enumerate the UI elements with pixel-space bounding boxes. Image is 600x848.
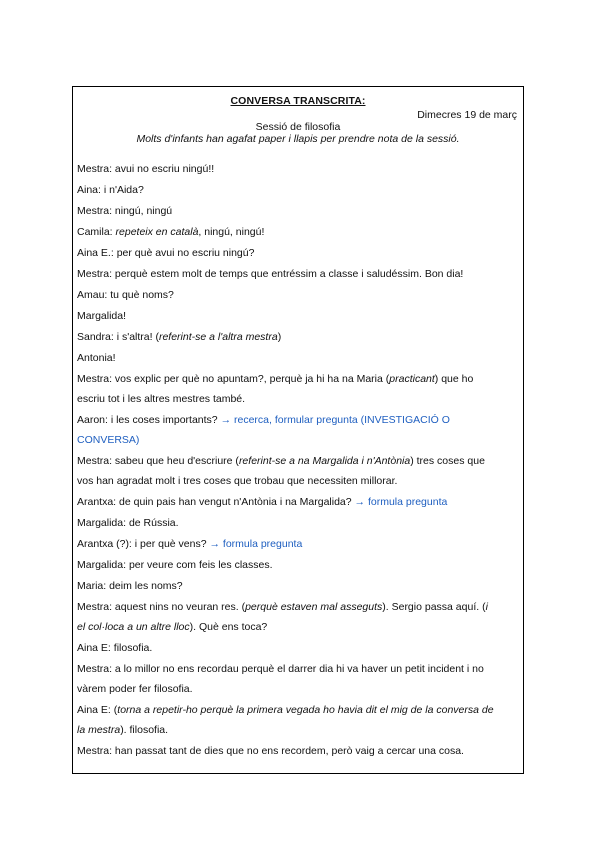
transcript-line: Margalida: per veure com feis les classes. [77,559,273,571]
transcript-line: Arantxa (?): i per què vens? → formula pregunta [77,538,303,550]
annotation-arrow: → formula pregunta [209,538,303,550]
transcript-line: Mestra: aquest nins no veuran res. (perquè estaven mal asseguts). Sergio passa aquí. (i [77,601,488,613]
transcript-box [72,86,524,774]
transcript-line: Mestra: a lo millor no ens recordau perquè el darrer dia hi va haver un petit incident i no [77,663,484,675]
transcript-line: Aina E: (torna a repetir-ho perquè la primera vegada ho havia dit el mig de la conversa de [77,704,494,716]
session-label: Sessió de filosofia [255,121,341,133]
transcript-line: Camila: repeteix en català, ningú, ningú! [77,226,265,238]
transcript-line: escriu tot i les altres mestres també. [77,393,246,405]
transcript-line: Aaron: i les coses importants? → recerca, formular pregunta (INVESTIGACIÓ O [77,414,450,426]
transcript-line: Mestra: han passat tant de dies que no ens recordem, però vaig a cercar una cosa. [77,745,464,757]
transcript-line: Maria: deim les noms? [77,580,183,592]
transcript-line: Antonia! [77,352,116,364]
transcript-line: Aina: i n'Aida? [77,184,144,196]
transcript-line: Arantxa: de quin pais han vengut n'Antònia i na Margalida? → formula pregunta [77,496,448,508]
transcript-line: el col·loca a un altre lloc). Què ens toca? [77,621,268,633]
session-note: Molts d'infants han agafat paper i llapis per prendre nota de la sessió. [136,133,460,145]
transcript-line: Mestra: perquè estem molt de temps que entréssim a classe i saludéssim. Bon dia! [77,268,464,280]
transcript-line: Aina E.: per què avui no escriu ningú? [77,247,255,259]
transcript-line: CONVERSA) [77,434,140,446]
date-label: Dimecres 19 de març [417,109,517,121]
annotation-arrow: → formula pregunta [354,496,448,508]
transcript-line: Sandra: i s'altra! (referint-se a l'altra mestra) [77,331,282,343]
transcript-line: vàrem poder fer filosofia. [77,683,193,695]
transcript-line: vos han agradat molt i tres coses que trobau que necessiten millorar. [77,475,398,487]
transcript-line: Margalida! [77,310,127,322]
transcript-line: la mestra). filosofia. [77,724,169,736]
document-title: CONVERSA TRANSCRITA: [230,95,366,107]
transcript-line: Mestra: sabeu que heu d'escriure (referint-se a na Margalida i n'Antònia) tres coses que [77,455,485,467]
transcript-line: Mestra: avui no escriu ningú!! [77,163,215,175]
transcript-line: Aina E: filosofia. [77,642,153,654]
transcript-line: Mestra: ningú, ningú [77,205,173,217]
transcript-line: Amau: tu què noms? [77,289,174,301]
transcript-line: Margalida: de Rússia. [77,517,179,529]
annotation-arrow: → recerca, formular pregunta (INVESTIGACIÓ O [220,414,450,426]
transcript-line: Mestra: vos explic per què no apuntam?, perquè ja hi ha na Maria (practicant) que ho [77,373,474,385]
